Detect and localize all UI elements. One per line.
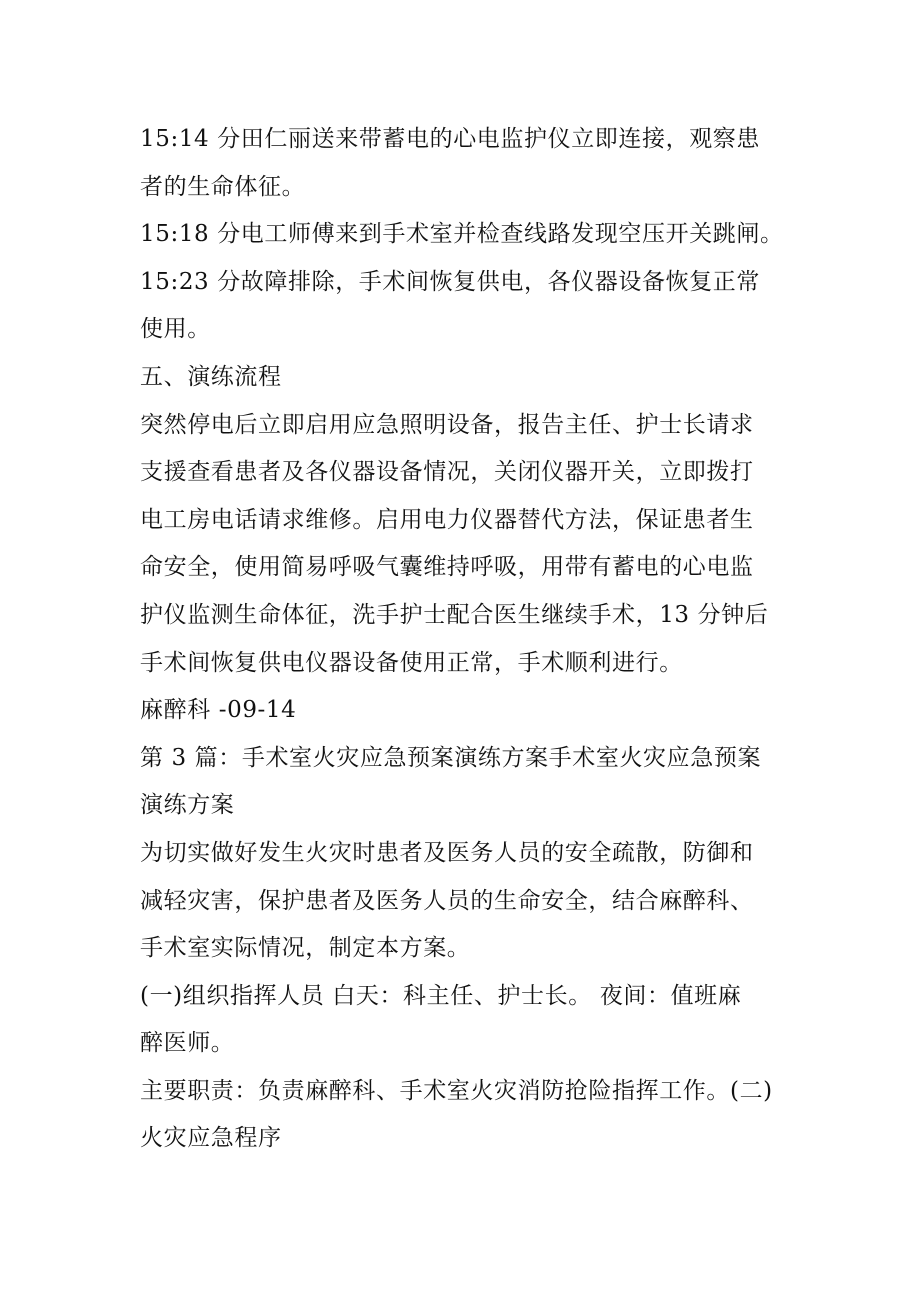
text-line: 突然停电后立即启用应急照明设备，报告主任、护士长请求 [140, 411, 754, 438]
text-line: 护仪监测生命体征，洗手护士配合医生继续手术，13 分钟后 [140, 601, 769, 628]
text-line: 火灾应急程序 [140, 1125, 282, 1152]
text-line: 主要职责：负责麻醉科、手术室火灾消防抢险指挥工作。(二) [140, 1077, 773, 1104]
text-line: 使用。 [140, 316, 211, 343]
text-line: 支援查看患者及各仪器设备情况，关闭仪器开关，立即拨打 [140, 459, 754, 486]
text-line: 手术室实际情况，制定本方案。 [140, 935, 471, 962]
text-line: 命安全，使用简易呼吸气囊维持呼吸，用带有蓄电的心电监 [140, 554, 754, 581]
text-line: 手术间恢复供电仪器设备使用正常，手术顺利进行。 [140, 649, 683, 676]
text-line: (一)组织指挥人员 白天：科主任、护士长。 夜间：值班麻 [140, 982, 742, 1009]
text-line: 15:23 分故障排除，手术间恢复供电，各仪器设备恢复正常 [140, 268, 760, 295]
text-line: 醉医师。 [140, 1030, 235, 1057]
text-line: 15:14 分田仁丽送来带蓄电的心电监护仪立即连接，观察患 [140, 126, 760, 152]
document-body [140, 116, 820, 1163]
text-line: 减轻灾害，保护患者及医务人员的生命安全，结合麻醉科、 [140, 887, 754, 914]
text-line: 为切实做好发生火灾时患者及医务人员的安全疏散，防御和 [140, 839, 754, 866]
chapter-title: 第 3 篇：手术室火灾应急预案演练方案手术室火灾应急预案 [140, 744, 762, 771]
section-heading: 五、演练流程 [140, 363, 282, 390]
signature-date: 麻醉科 -09-14 [140, 697, 297, 724]
text-line: 电工房电话请求维修。启用电力仪器替代方法，保证患者生 [140, 506, 754, 533]
chapter-title: 演练方案 [140, 792, 235, 819]
text-line: 者的生命体征。 [140, 173, 306, 200]
text-line: 15:18 分电工师傅来到手术室并检查线路发现空压开关跳闸。 [140, 221, 784, 248]
